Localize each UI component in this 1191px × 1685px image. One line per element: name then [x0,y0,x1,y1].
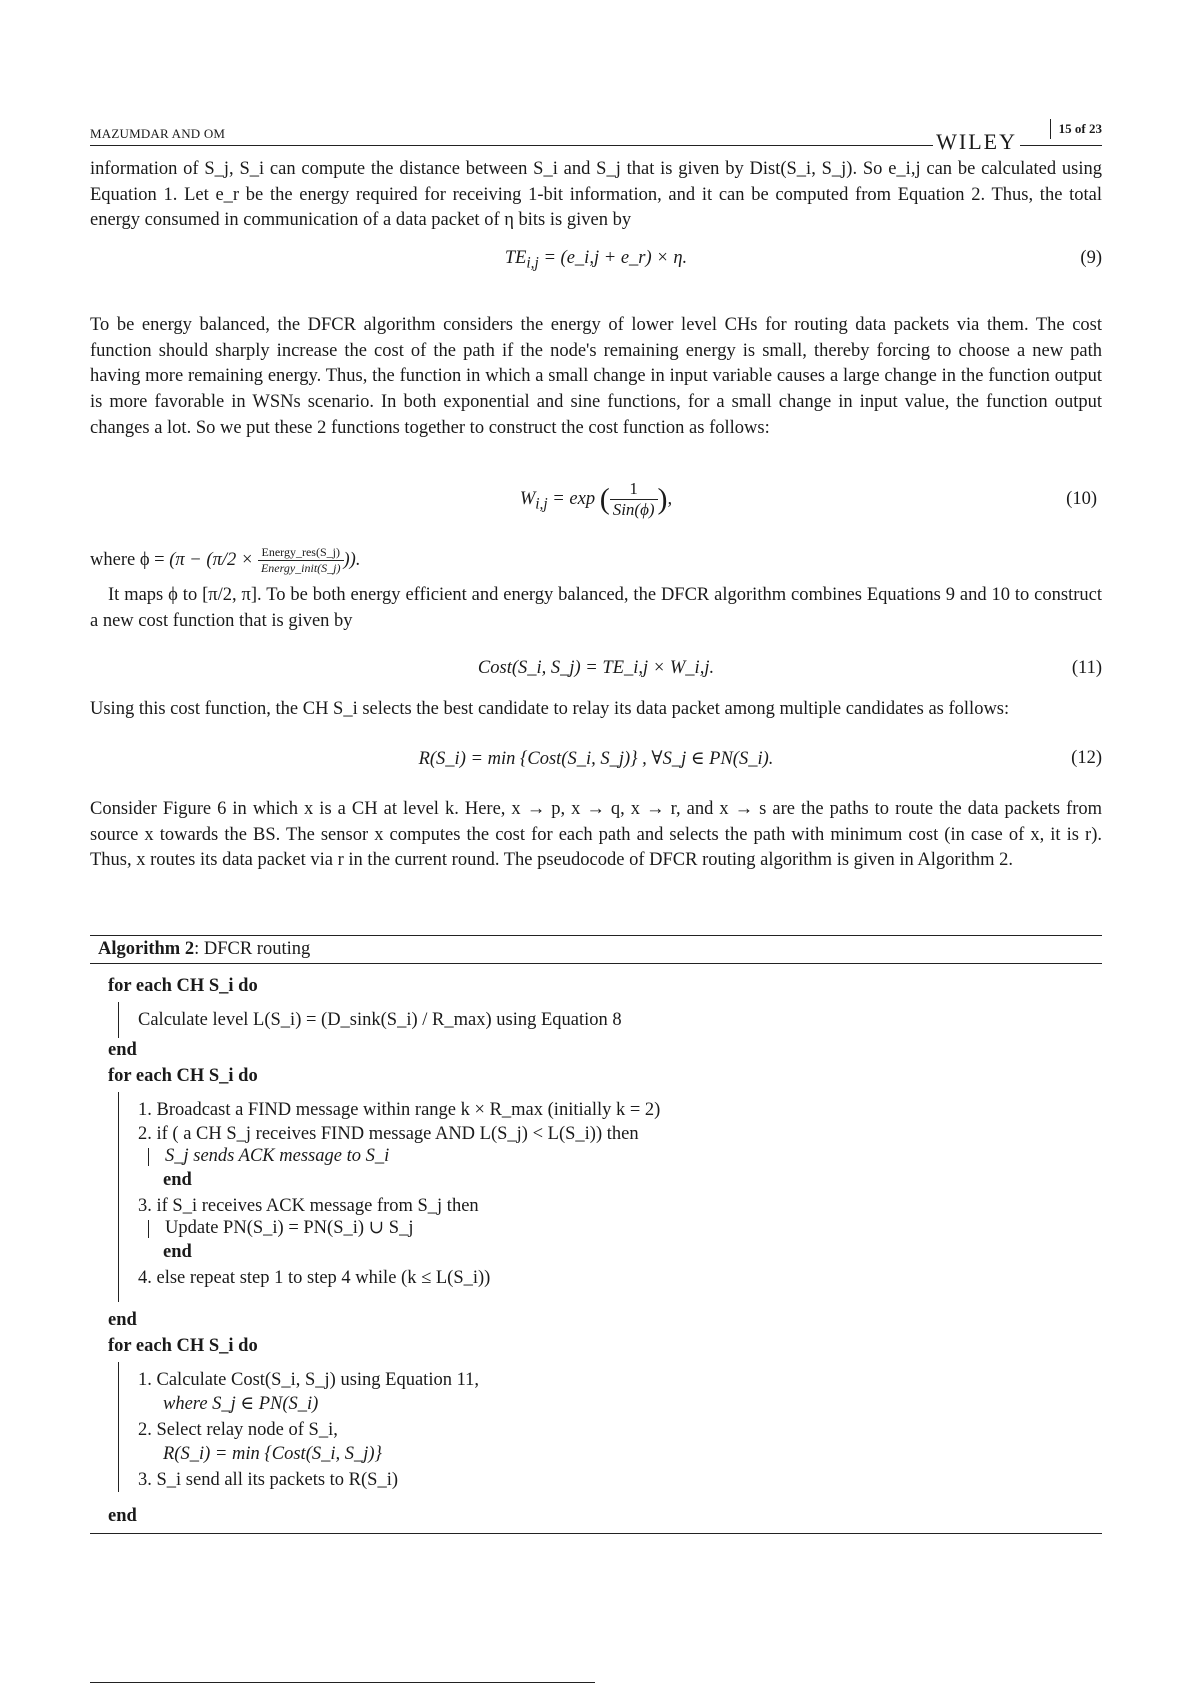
footer-rule [90,1682,595,1683]
paragraph-2: To be energy balanced, the DFCR algorithm considers the energy of lower level CHs for routing data packets via them. The cost function should sharply increase the cost of the path if the node's remaining energy is small, thereby forcing to choose a new path having more remaining energy. Thus, the function in which a small change in input variable causes a large change in the function output is more favorable in WSNs scenario. In both exponential and sine functions, for a small change in input value, the function output changes a lot. So we put these 2 functions together to construct the cost function as follows: [90,315,1102,438]
eq10-numerator: 1 [610,479,658,500]
algorithm-bottom-rule [90,1533,1102,1534]
where-clause [90,545,360,576]
eq10-fraction [610,479,658,520]
where-denominator: Energy_init(S_j) [260,561,341,575]
algo-block-bar-4 [118,1362,119,1492]
algorithm-label: Algorithm 2 [98,939,195,959]
algo-step-4: 4. else repeat step 1 to step 4 while (k ≤ L(S_i)) [138,1268,491,1288]
algo-calc-level: Calculate level L(S_i) = (D_sink(S_i) / R_max) using Equation 8 [138,1010,622,1030]
paragraph-5: Consider Figure 6 in which x is a CH at level k. Here, x → p, x → q, x → r, and x → s are the paths to route the data packets from source x towards the BS. The sensor x computes the cost for each path and selects the path with minimum cost (in case of x, it is r). Thus, x routes its data packet via r in the current round. The pseudocode of DFCR routing algorithm is given in Algorithm 2. [90,799,1102,871]
eq10-denominator: Sin(ϕ) [612,500,655,519]
algo-block-bar-2a [148,1148,149,1166]
header-authors: MAZUMDAR AND OM [90,126,226,141]
paragraph-3: It maps ϕ to [π/2, π]. To be both energy efficient and energy balanced, the DFCR algorithm combines Equations 9 and 10 to construct a new cost function that is given by [90,585,1102,631]
paragraph-1: information of S_j, S_i can compute the distance between S_i and S_j that is given by Dist(S_i, S_j). So e_i,j can be calculated using Equation 1. Let e_r be the energy required for receiving 1-bit information, and it can be computed from Equation 2. Thus, the total energy consumed in communication of a data packet of η bits is given by [90,159,1102,231]
algo-step-1: 1. Broadcast a FIND message within range k × R_max (initially k = 2) [138,1100,661,1120]
algo-end-1: end [108,1040,137,1060]
paragraph-4: Using this cost function, the CH S_i selects the best candidate to relay its data packet among multiple candidates as follows: [90,699,1010,719]
running-header [90,121,1102,154]
eq10-tail: , [667,488,673,509]
algo-t-step-3: 3. S_i send all its packets to R(S_i) [138,1470,399,1490]
eq10-open-paren: ( [599,482,610,516]
page-number: 15 of 23 [1050,119,1102,139]
algo-block-bar-2 [118,1092,119,1302]
eq9-lhs: TE [504,248,527,268]
algo-end-2: end [108,1310,137,1330]
algorithm-2 [90,935,1102,1539]
eq10-number: (10) [1066,489,1097,509]
algo-step-2-end: end [163,1170,192,1190]
equation-12 [90,748,1102,788]
algo-step-2: 2. if ( a CH S_j receives FIND message AND L(S_j) < L(S_i)) then [138,1124,639,1144]
algo-step-3-end: end [163,1242,192,1262]
where-prefix: where ϕ = [90,549,165,570]
algo-t-step-1: 1. Calculate Cost(S_i, S_j) using Equation 11, [138,1370,480,1390]
eq10-close-paren: ) [657,482,668,516]
algo-t-step-2b: R(S_i) = min {Cost(S_i, S_j)} [163,1444,382,1464]
eq11-body: Cost(S_i, S_j) = TE_i,j × W_i,j. [477,658,715,678]
eq9-sub: i,j [526,254,539,272]
algo-end-3: end [108,1506,137,1526]
algo-block-bar-1 [118,1002,119,1038]
eq10-sub: i,j [535,495,548,513]
algo-step-3-body: Update PN(S_i) = PN(S_i) ∪ S_j [165,1218,414,1238]
equation-9 [90,248,1102,288]
algorithm-title [90,936,1102,964]
equation-10 [90,475,1102,525]
algorithm-body [90,964,1102,1539]
algo-t-step-2: 2. Select relay node of S_i, [138,1420,338,1440]
algo-for-3: for each CH S_i do [108,1336,258,1356]
eq9-rhs: = (e_i,j + e_r) × η. [543,248,688,268]
where-numerator: Energy_res(S_j) [258,545,344,561]
eq10-mid: = exp [552,488,596,509]
algo-step-2-body: S_j sends ACK message to S_i [165,1146,390,1166]
eq9-number: (9) [1080,248,1102,268]
eq10-lhs: W [519,488,536,509]
algo-for-1: for each CH S_i do [108,976,258,996]
where-expr: (π − (π/2 × [169,549,254,570]
algo-step-3: 3. if S_i receives ACK message from S_j then [138,1196,479,1216]
algo-t-step-1b: where S_j ∈ PN(S_i) [163,1394,319,1414]
algorithm-title-text: : DFCR routing [194,939,311,959]
eq12-number: (12) [1071,748,1102,768]
eq12-body: R(S_i) = min {Cost(S_i, S_j)} , ∀S_j ∈ PN(S_i). [418,749,774,769]
where-fraction [258,545,344,576]
algo-for-2: for each CH S_i do [108,1066,258,1086]
equation-11 [90,658,1102,698]
algo-block-bar-3a [148,1220,149,1238]
paper-page [90,0,1102,1685]
eq11-number: (11) [1071,658,1102,678]
where-close: )). [343,549,361,570]
publisher-logo: WILEY [933,129,1020,155]
